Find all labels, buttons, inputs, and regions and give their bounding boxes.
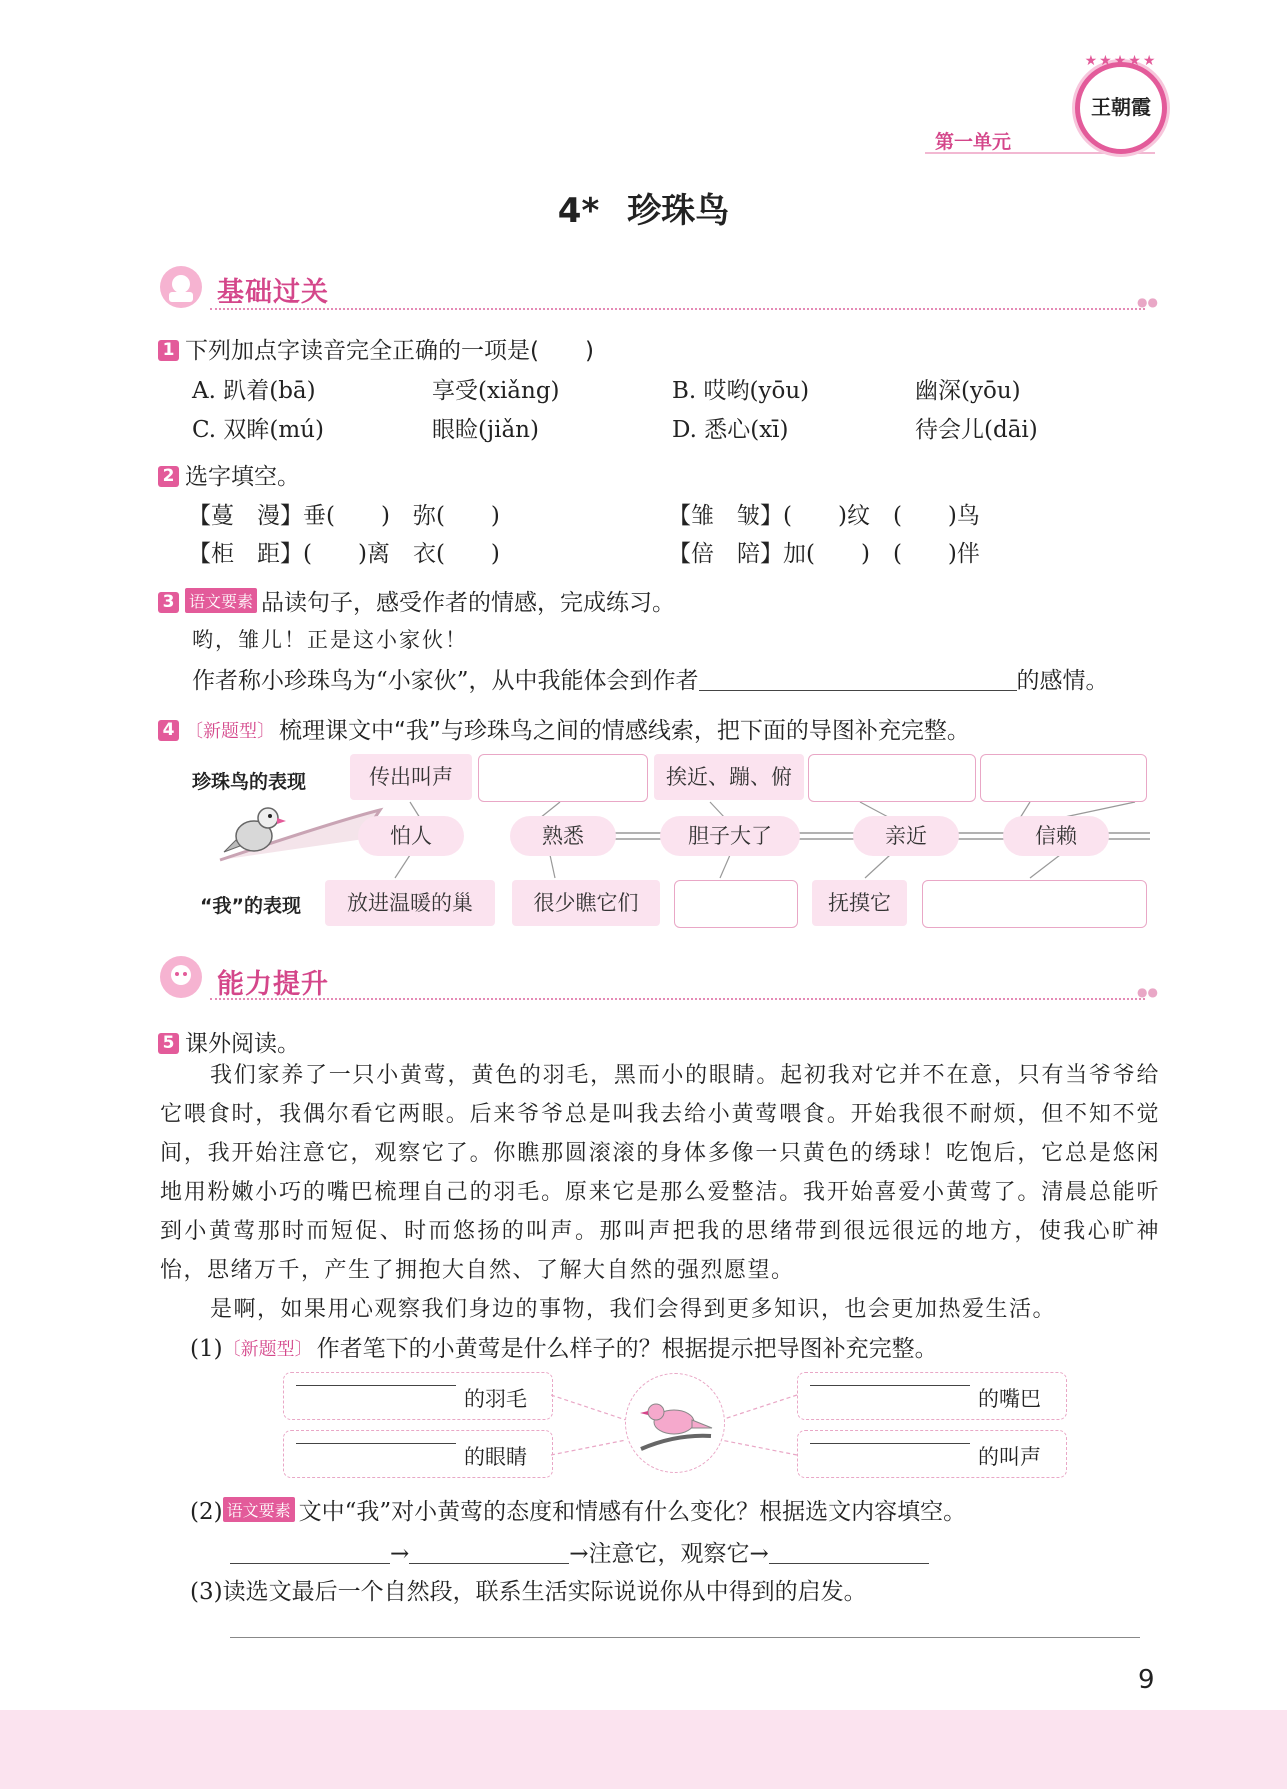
- section1-divider: [210, 308, 1145, 310]
- q5-sub1-tag: 〔新题型〕: [222, 1339, 313, 1360]
- q5-sub2-blank-2[interactable]: [409, 1563, 569, 1564]
- q5-sub3-answer-line[interactable]: [230, 1637, 1140, 1638]
- q5-sub1-box-song[interactable]: [797, 1430, 1067, 1478]
- q2-row2-left: 【柜 距】( )离 衣( ): [188, 541, 500, 567]
- section2-divider: [210, 998, 1145, 1000]
- q5-sub1-label-eye: 的眼睛: [464, 1445, 527, 1469]
- q1-option-b1: B. 哎哟(yōu): [672, 378, 810, 404]
- q5-sub2-blank-1[interactable]: [230, 1563, 390, 1564]
- q1-number: 1: [158, 340, 179, 361]
- q5-sub1-blank-song[interactable]: [810, 1443, 970, 1444]
- q2-text: 选字填空。: [185, 464, 300, 490]
- q3-quote: 哟，雏儿！正是这小家伙！: [192, 628, 468, 652]
- q5-sub1-label-song: 的叫声: [978, 1445, 1041, 1469]
- q4-tag: 〔新题型〕: [185, 721, 275, 742]
- q5-sub2-text: 文中“我”对小黄莺的态度和情感有什么变化？根据选文内容填空。: [298, 1499, 967, 1525]
- pearl-bird-illustration: [222, 796, 292, 866]
- q5-sub1-blank-feather[interactable]: [296, 1385, 456, 1386]
- q5-sub3: (3)读选文最后一个自然段，联系生活实际说说你从中得到的启发。: [190, 1579, 867, 1605]
- q3-tag: 语文要素: [185, 588, 257, 613]
- q1-option-b2: 幽深(yōu): [915, 378, 1021, 404]
- q4-bird-item-1: 传出叫声: [350, 754, 472, 800]
- q1-text: 下列加点字读音完全正确的一项是( ): [185, 338, 594, 364]
- q4-bird-item-2: 挨近、蹦、俯: [654, 754, 804, 800]
- q5-text: 课外阅读。: [185, 1031, 300, 1057]
- q3-prompt-suffix: 的感情。: [1016, 668, 1109, 694]
- q4-me-blank-2[interactable]: [922, 880, 1147, 928]
- q1-option-d1: D. 悉心(xī): [672, 417, 789, 443]
- q5-sub2-tag: 语文要素: [223, 1497, 295, 1522]
- q5-sub2-chain: [230, 1535, 929, 1568]
- q2-row1-left: 【蔓 漫】垂( ) 弥( ): [188, 503, 500, 529]
- q4-me-item-2: 很少瞧它们: [512, 880, 660, 926]
- q3-text: 品读句子，感受作者的情感，完成练习。: [261, 590, 676, 616]
- q5-passage-p2: 是啊，如果用心观察我们身边的事物，我们会得到更多知识，也会更加热爱生活。: [210, 1297, 1057, 1322]
- q5-sub2: [190, 1493, 966, 1526]
- q3-answer-blank[interactable]: [699, 690, 1017, 691]
- q5-sub1: [190, 1330, 938, 1363]
- section1-dots: ●●: [1137, 295, 1158, 309]
- q4-me-item-1: 放进温暖的巢: [325, 880, 495, 926]
- q4-me-item-3: 抚摸它: [812, 880, 907, 926]
- q5-sub1-blank-eye[interactable]: [296, 1443, 456, 1444]
- q5-sub1-blank-beak[interactable]: [810, 1385, 970, 1386]
- q4-node-1: 怕人: [358, 816, 464, 856]
- q3-number: 3: [158, 592, 179, 613]
- q1-stem: [158, 332, 594, 365]
- q4-bird-blank-2[interactable]: [808, 754, 976, 802]
- q2-stem: [158, 458, 300, 491]
- q5-sub1-label-feather: 的羽毛: [464, 1387, 527, 1411]
- q4-node-5: 信赖: [1003, 816, 1109, 856]
- footer-band: [0, 1710, 1287, 1789]
- q1-option-c1: C. 双眸(mú): [192, 417, 324, 443]
- q4-stem: [158, 712, 970, 745]
- q4-text: 梳理课文中“我”与珍珠鸟之间的情感线索，把下面的导图补充完整。: [279, 718, 970, 744]
- lesson-title: [0, 183, 1287, 232]
- q5-sub1-label-beak: 的嘴巴: [978, 1387, 1041, 1411]
- q3-stem: [158, 584, 675, 617]
- q5-sub1-box-beak[interactable]: [797, 1372, 1067, 1420]
- lesson-number: 4*: [557, 191, 600, 231]
- q5-sub2-middle: →注意它，观察它→: [569, 1541, 769, 1567]
- q1-option-a2: 享受(xiǎng): [432, 378, 560, 404]
- section1-icon: [160, 266, 202, 308]
- section1-title: 基础过关: [217, 277, 329, 308]
- section2-icon: [160, 956, 202, 998]
- q4-bird-blank-3[interactable]: [980, 754, 1147, 802]
- q4-node-2: 熟悉: [510, 816, 616, 856]
- q4-label-me: “我”的表现: [200, 895, 301, 917]
- q4-label-bird: 珍珠鸟的表现: [192, 771, 307, 793]
- q5-sub1-prefix: (1): [190, 1336, 223, 1362]
- q4-node-3: 胆子大了: [660, 816, 800, 856]
- q4-number: 4: [158, 720, 179, 741]
- q2-row1-right: 【雏 皱】( )纹 ( )鸟: [668, 503, 980, 529]
- q1-option-a1: A. 趴着(bā): [192, 378, 316, 404]
- q2-number: 2: [158, 466, 179, 487]
- q5-stem: [158, 1025, 300, 1058]
- q5-passage-p1: 我们家养了一只小黄莺，黄色的羽毛，黑而小的眼睛。起初我对它并不在意，只有当爷爷给它喂食时，我偶尔看它两眼。后来爷爷总是叫我去给小黄莺喂食。开始我很不耐烦，但不知不觉间，我开始注意它，观察它了。你瞧那圆滚滚的身体多像一只黄色的绣球！吃饱后，它总是悠闲地用粉嫩小巧的嘴巴梳理自己的羽毛。原来它是那么爱整洁。我开始喜爱小黄莺了。清晨总能听到小黄莺那时而短促、时而悠扬的叫声。那叫声把我的思绪带到很远很远的地方，使我心旷神怡，思绪万千，产生了拥抱大自然、了解大自然的强烈愿望。: [160, 1063, 1160, 1283]
- q4-node-4: 亲近: [853, 816, 959, 856]
- section2-dots: ●●: [1137, 985, 1158, 999]
- lesson-name: 珍珠鸟: [627, 191, 730, 231]
- q5-sub2-prefix: (2): [190, 1499, 223, 1525]
- q1-option-c2: 眼睑(jiǎn): [432, 417, 539, 443]
- q1-option-d2: 待会儿(dāi): [915, 417, 1038, 443]
- brand-name: 王朝霞: [1091, 95, 1151, 119]
- q2-row2-right: 【倍 陪】加( ) ( )伴: [668, 541, 980, 567]
- q5-sub1-box-eye[interactable]: [283, 1430, 553, 1478]
- q4-me-blank-1[interactable]: [674, 880, 798, 928]
- q5-number: 5: [158, 1033, 179, 1054]
- header-unit: 第一单元: [935, 131, 1012, 153]
- q5-sub1-text: 作者笔下的小黄莺是什么样子的？根据提示把导图补充完整。: [316, 1336, 938, 1362]
- q5-sub2-arrow: →: [390, 1541, 410, 1567]
- q5-sub1-box-feather[interactable]: [283, 1372, 553, 1420]
- section2-title: 能力提升: [217, 969, 329, 1000]
- oriole-illustration: [625, 1373, 725, 1473]
- q4-bird-blank-1[interactable]: [478, 754, 648, 802]
- q5-sub2-blank-3[interactable]: [769, 1563, 929, 1564]
- brand-logo: ★★★★★ 王朝霞: [1075, 62, 1167, 154]
- q3-prompt-text: 作者称小珍珠鸟为“小家伙”，从中我能体会到作者: [192, 668, 699, 694]
- q3-prompt: [192, 662, 1109, 695]
- page-number: 9: [1138, 1665, 1155, 1695]
